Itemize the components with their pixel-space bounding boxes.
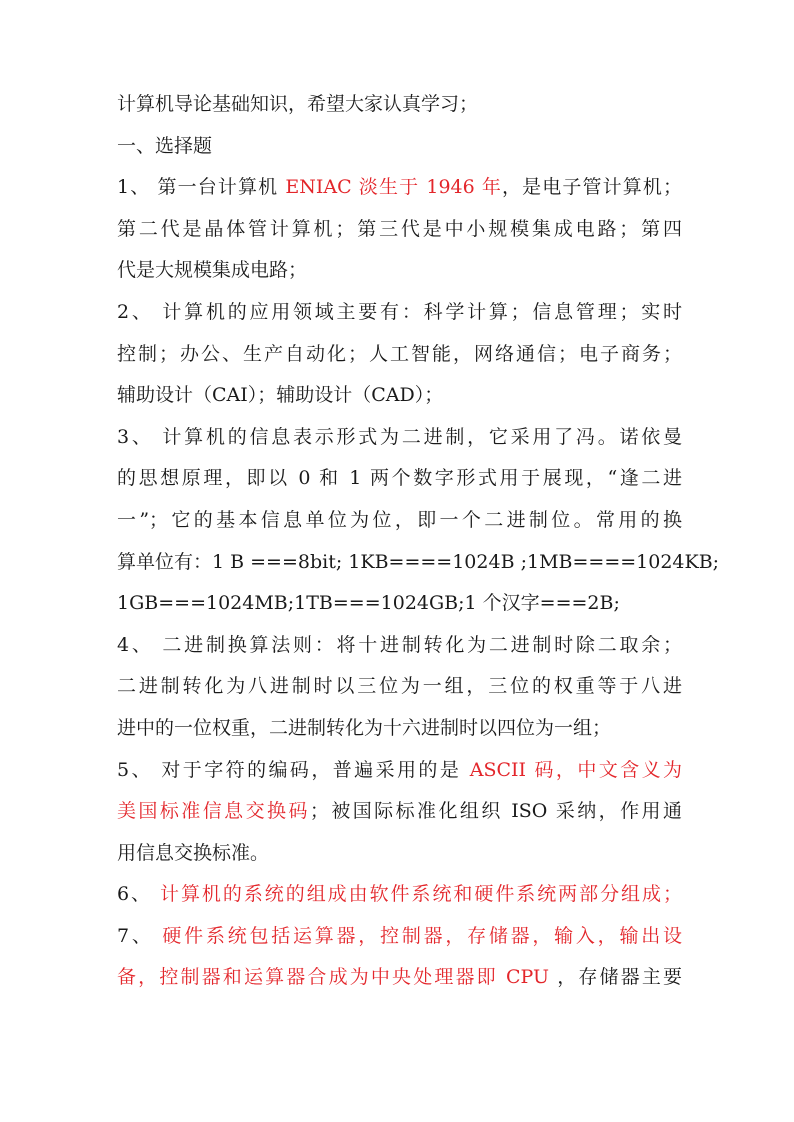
text-segment: 代是大规模集成电路； [117, 259, 308, 282]
text-segment: ，是电子管计算机； [502, 176, 682, 199]
text-line [117, 542, 720, 584]
text-line [117, 375, 682, 417]
text-line [117, 874, 682, 916]
text-segment: 第二代是晶体管计算机；第三代是中小规模集成电路；第四 [117, 217, 682, 240]
text-line [117, 833, 682, 875]
text-segment: 1GB===1024MB;1TB===1024GB;1 个汉字===2B; [117, 592, 620, 615]
text-line [117, 916, 682, 958]
text-line [117, 126, 682, 168]
text-segment: 3、 计算机的信息表示形式为二进制，它采用了冯。诺依曼 [117, 425, 682, 448]
text-segment: 5、 对于字符的编码，普遍采用的是 [117, 758, 470, 781]
text-line [117, 417, 682, 459]
text-segment: 1、 第一台计算机 [117, 176, 286, 199]
text-segment: 控制；办公、生产自动化；人工智能，网络通信；电子商务； [117, 342, 682, 365]
text-line [117, 250, 682, 292]
text-segment: 计算机导论基础知识，希望大家认真学习； [117, 93, 479, 115]
text-line [117, 708, 682, 750]
text-segment: 7、 [117, 924, 163, 947]
text-line [117, 583, 682, 625]
text-segment: ，存储器主要 [549, 966, 682, 989]
text-segment: 算单位有：1 B ===8bit; 1KB====1024B ;1MB====1024KB; [117, 550, 720, 573]
text-segment: 2、 计算机的应用领域主要有：科学计算；信息管理；实时 [117, 300, 682, 323]
text-segment: 辅助设计（CAI）；辅助设计（CAD）； [117, 384, 444, 407]
text-segment: 的思想原理，即以 0 和 1 两个数字形式用于展现，“逢二进 [117, 467, 682, 490]
text-segment: 6、 [117, 883, 160, 906]
highlighted-text: ENIAC 淡生于 1946 年 [285, 176, 502, 199]
text-line [117, 167, 682, 209]
text-segment: 一、选择题 [117, 134, 213, 157]
text-line [117, 500, 682, 542]
text-line [117, 209, 682, 251]
text-segment: 用信息交换标准。 [117, 841, 270, 864]
text-segment: 二进制转化为八进制时以三位为一组，三位的权重等于八进 [117, 675, 682, 698]
text-segment: 4、 二进制换算法则：将十进制转化为二进制时除二取余； [117, 633, 682, 656]
text-segment: ；被国际标准化组织 ISO 采纳，作用通 [309, 800, 682, 823]
text-line [117, 625, 682, 667]
text-line [117, 334, 682, 376]
text-line [117, 84, 682, 126]
text-line [117, 458, 682, 500]
highlighted-text: 备，控制器和运算器合成为中央处理器即 CPU [117, 966, 550, 989]
text-line [117, 957, 682, 999]
text-segment: 进中的一位权重，二进制转化为十六进制时以四位为一组； [117, 716, 612, 739]
text-line [117, 791, 682, 833]
highlighted-text: 美国标准信息交换码 [117, 800, 310, 823]
text-line [117, 750, 682, 792]
document-body [117, 84, 720, 999]
text-line [117, 292, 682, 334]
highlighted-text: 计算机的系统的组成由软件系统和硬件系统两部分组成； [160, 883, 682, 906]
highlighted-text: 硬件系统包括运算器，控制器，存储器，输入，输出设 [162, 924, 682, 947]
highlighted-text: ASCII 码，中文含义为 [469, 758, 683, 781]
text-segment: 一”；它的基本信息单位为位，即一个二进制位。常用的换 [117, 508, 682, 531]
text-line [117, 666, 682, 708]
